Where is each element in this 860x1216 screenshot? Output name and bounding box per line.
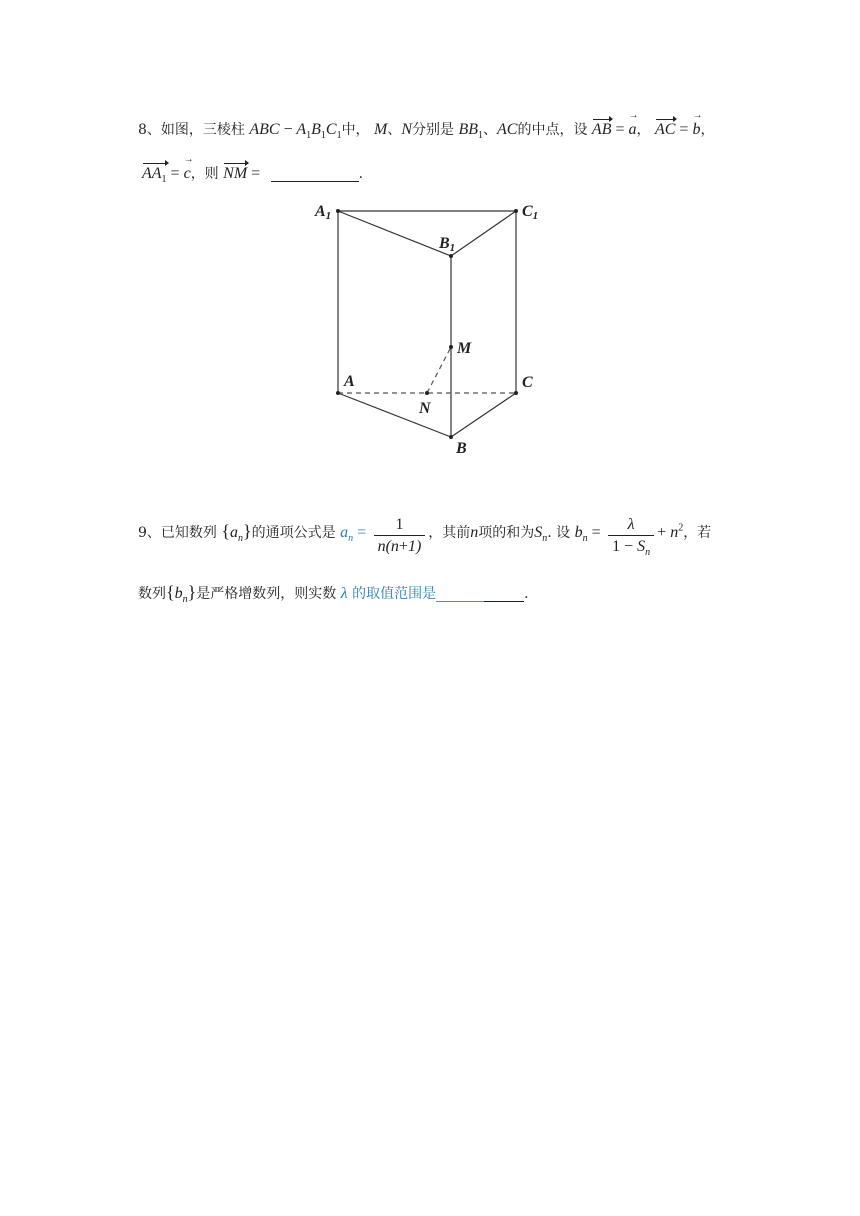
q9-formula-an: $a_n$ = (340, 524, 367, 544)
q8-line-2: $AA_1 = c$ →，则 NM = . (142, 166, 363, 185)
point-a1 (336, 209, 340, 213)
q8-vector-nm: NM = (223, 165, 261, 182)
q8-text-6: 的中点，设 (517, 122, 588, 138)
label-a: A (344, 373, 355, 390)
edge-b1c1 (451, 211, 516, 256)
label-b1: B1 (439, 235, 456, 254)
q8-text-9: ，则 (190, 166, 219, 182)
q9-text-9: 的取值范围是 (352, 586, 437, 602)
q9-sn: $S_n$ (534, 524, 548, 544)
q9-lambda: λ (340, 585, 348, 602)
q8-number: 8、 (138, 122, 161, 138)
label-c1: C1 (522, 203, 539, 222)
q8-vector-aa1: $AA_1 = c$ → (142, 165, 191, 182)
q9-n: n (470, 524, 479, 541)
q9-text-4: 项的和为 (478, 525, 535, 541)
q9-n-squared: + $n^2$ (657, 522, 684, 541)
edge-bc (451, 393, 516, 437)
q8-text-3: 、 (387, 122, 402, 138)
q9-answer-blank[interactable] (436, 587, 484, 602)
q9-fraction-bn: $\frac{\lambda}{1 - S_n}$ (608, 517, 654, 558)
point-c (514, 391, 518, 395)
q8-segment-bb1: $BB_1$ (458, 121, 484, 141)
label-m: M (457, 340, 472, 357)
point-a (336, 391, 340, 395)
point-n (425, 391, 429, 395)
q9-line-1 (138, 517, 711, 558)
q9-text-1: 已知数列 (160, 525, 217, 541)
q9-text-3: ，其前 (428, 525, 471, 541)
label-a1: A1 (315, 203, 332, 222)
q9-sequence-b: $\{b_n\}$ (166, 582, 197, 605)
q9-formula-bn: $b_n$ = (574, 524, 601, 544)
q8-segment-ac: AC (497, 121, 518, 138)
segment-mn-hidden (427, 347, 451, 393)
point-m (449, 345, 453, 349)
point-c1 (514, 209, 518, 213)
q9-text-5: . 设 (547, 525, 571, 541)
q8-vector-ac: AC = b → (655, 121, 700, 138)
point-b1 (449, 254, 453, 258)
q9-text-8: 是严格增数列，则实数 (196, 586, 337, 602)
q9-answer-blank-tail (484, 587, 524, 602)
q8-text-4: 分别是 (412, 122, 455, 138)
edge-ab (338, 393, 451, 437)
q9-text-7: 数列 (138, 586, 166, 602)
q8-point-m: M (374, 121, 388, 138)
q8-text-2: 中， (341, 122, 370, 138)
point-b (449, 435, 453, 439)
q8-vector-ab: AB = a → (592, 121, 637, 138)
q8-text-5: 、 (483, 122, 498, 138)
q9-sequence-a: $\{a_n\}$ (221, 521, 252, 544)
label-n: N (419, 400, 431, 417)
q8-text-1: 如图，三棱柱 (160, 122, 245, 138)
q9-fraction-an: $\frac{1}{n(n+1)}$ (374, 517, 426, 555)
q8-point-n: N (401, 121, 413, 138)
q9-text-6: ，若 (683, 525, 712, 541)
label-b: B (456, 440, 467, 457)
label-c: C (522, 374, 533, 391)
q8-text-8: ， (700, 122, 715, 138)
q9-text-2: 的通项公式是 (251, 525, 336, 541)
q8-prism-name: ABC − $A_1B_1C_1$ (249, 121, 342, 141)
q8-text-7: ， (636, 122, 651, 138)
edge-a1b1 (338, 211, 451, 256)
q9-number: 9、 (138, 525, 161, 541)
q9-line-2: 数列$\{b_n\}$是严格增数列，则实数 λ 的取值范围是 . (138, 582, 529, 605)
